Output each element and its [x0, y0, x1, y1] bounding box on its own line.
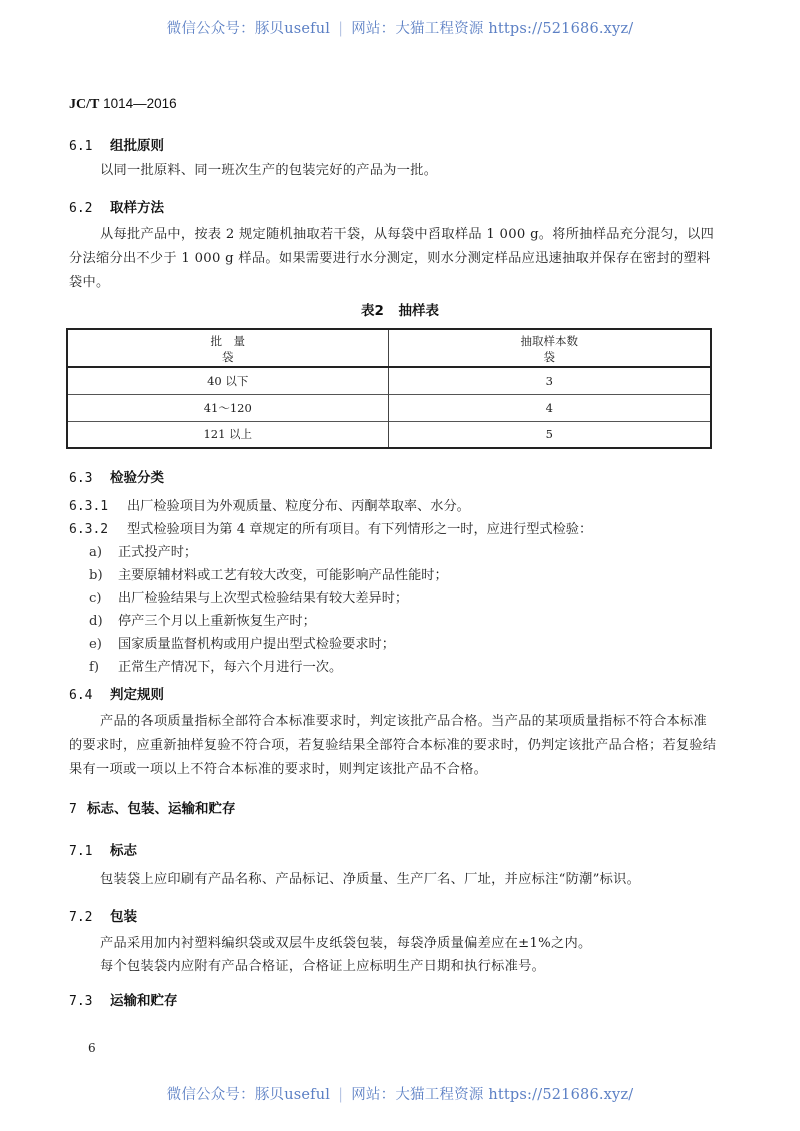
header-batch-size: 批 量 袋 [67, 329, 388, 367]
paragraph-6-2: 从每批产品中，按表 2 规定随机抽取若干袋，从每袋中舀取样品 1 000 g。将所抽样品充分混匀，以四分法缩分出不少于 1 000 g 样品。如果需要进行水分测定，则水分测定样品应迅速抽取并保存在密封的塑料袋中。 [69, 227, 715, 290]
watermark-separator: | [338, 1087, 344, 1103]
standard-code [69, 96, 177, 113]
heading-7-2 [69, 905, 137, 925]
heading-title: 取样方法 [110, 200, 164, 216]
heading-number: 6.3 [69, 471, 93, 486]
watermark-wechat: 微信公众号：豚贝useful [166, 21, 331, 37]
list-item-c: c) 出厂检验结果与上次型式检验结果有较大差异时； [89, 591, 409, 606]
heading-title: 检验分类 [110, 470, 164, 486]
cell-batch: 121 以上 [67, 421, 388, 448]
paragraph-6-4: 产品的各项质量指标全部符合本标准要求时，判定该批产品合格。当产品的某项质量指标不符合本标准的要求时，应重新抽样复验不符合项，若复验结果全部符合本标准的要求时，仍判定该批产品合格；若复验结果有一项或一项以上不符合本标准的要求时，则判定该批产品不合格。 [69, 714, 717, 777]
watermark-bottom [0, 1083, 800, 1104]
heading-7-3 [69, 989, 178, 1009]
watermark-website: 网站：大猫工程资源 https://521686.xyz/ [351, 1087, 634, 1103]
heading-title: 组批原则 [110, 138, 164, 154]
heading-number: 7 [69, 802, 77, 817]
cell-batch: 41～120 [67, 394, 388, 421]
cell-batch: 40 以下 [67, 367, 388, 394]
table-header-row [67, 329, 711, 367]
cell-samples: 5 [388, 421, 711, 448]
cell-samples: 4 [388, 394, 711, 421]
heading-number: 7.1 [69, 844, 93, 859]
clause-6-3-1 [69, 495, 729, 514]
heading-number: 7.3 [69, 994, 93, 1009]
heading-title: 判定规则 [110, 687, 164, 703]
heading-number: 7.2 [69, 910, 93, 925]
heading-7-1 [69, 839, 137, 859]
watermark-separator: | [338, 21, 344, 37]
list-item-b: b) 主要原辅材料或工艺有较大改变，可能影响产品性能时； [89, 568, 448, 583]
watermark-website: 网站：大猫工程资源 https://521686.xyz/ [351, 21, 634, 37]
paragraph-6-1: 以同一批原料、同一班次生产的包装完好的产品为一批。 [100, 163, 438, 178]
sampling-table [66, 328, 712, 449]
table-row [67, 421, 711, 448]
table-row [67, 367, 711, 394]
heading-7 [69, 797, 236, 817]
paragraph-7-2-line2: 每个包装袋内应附有产品合格证，合格证上应标明生产日期和执行标准号。 [100, 959, 546, 974]
header-sample-count: 抽取样本数 袋 [388, 329, 711, 367]
heading-title: 运输和贮存 [110, 993, 178, 1009]
page-number: 6 [88, 1041, 96, 1055]
heading-6-2 [69, 196, 164, 216]
standard-prefix: JC/T [69, 97, 100, 112]
clause-6-3-2 [69, 518, 729, 537]
heading-title: 标志、包装、运输和贮存 [87, 801, 236, 817]
watermark-wechat: 微信公众号：豚贝useful [166, 1087, 331, 1103]
table-caption: 表2 抽样表 [360, 303, 440, 319]
heading-6-4 [69, 683, 164, 703]
list-item-f: f) 正常生产情况下，每六个月进行一次。 [89, 660, 343, 675]
cell-samples: 3 [388, 367, 711, 394]
paragraph-7-1: 包装袋上应印刷有产品名称、产品标记、净质量、生产厂名、厂址，并应标注“防潮”标识。 [100, 872, 641, 887]
list-item-e: e) 国家质量监督机构或用户提出型式检验要求时； [89, 637, 395, 652]
heading-6-3 [69, 466, 164, 486]
watermark-top [0, 17, 800, 38]
list-item-a: a) 正式投产时； [89, 545, 198, 560]
clause-number: 6.3.2 [69, 522, 109, 537]
clause-text: 出厂检验项目为外观质量、粒度分布、丙酮萃取率、水分。 [127, 499, 470, 514]
heading-number: 6.2 [69, 201, 93, 216]
list-item-d: d) 停产三个月以上重新恢复生产时； [89, 614, 316, 629]
heading-number: 6.4 [69, 688, 93, 703]
table-row [67, 394, 711, 421]
heading-number: 6.1 [69, 139, 93, 154]
heading-title: 包装 [110, 909, 137, 925]
heading-title: 标志 [110, 843, 137, 859]
heading-6-1 [69, 134, 164, 154]
clause-text: 型式检验项目为第 4 章规定的所有项目。有下列情形之一时，应进行型式检验： [127, 522, 593, 537]
clause-number: 6.3.1 [69, 499, 109, 514]
standard-number: 1014—2016 [99, 96, 177, 111]
paragraph-7-2-line1: 产品采用加内衬塑料编织袋或双层牛皮纸袋包装，每袋净质量偏差应在±1%之内。 [100, 936, 592, 951]
